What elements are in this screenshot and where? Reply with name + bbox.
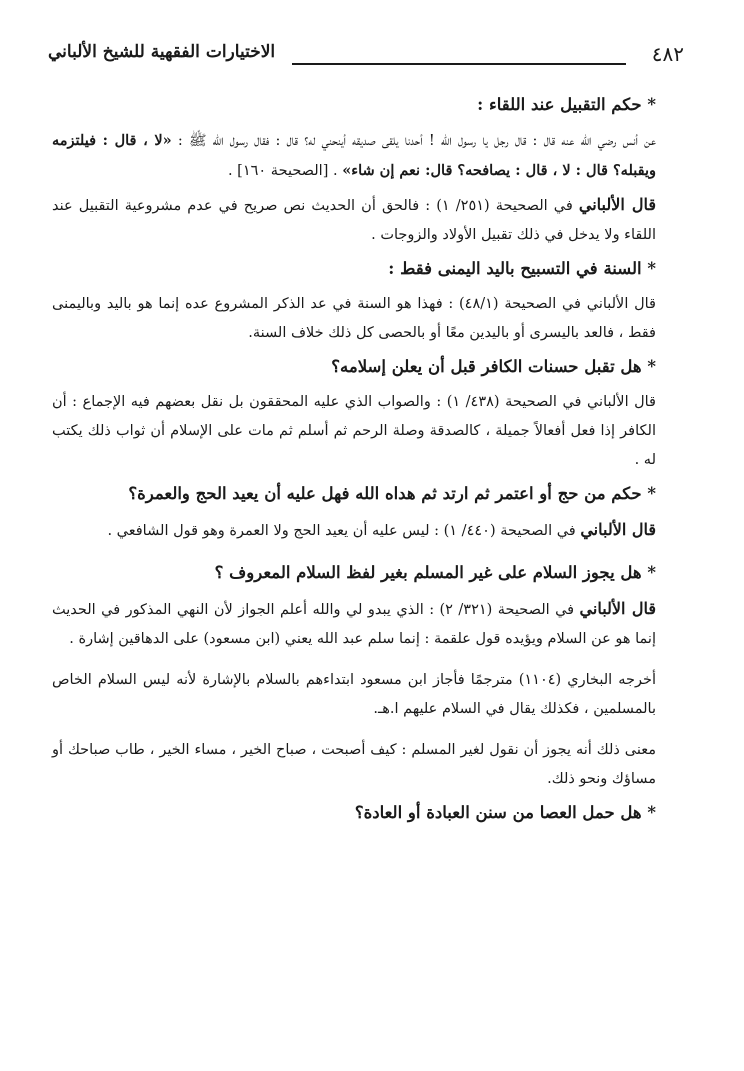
commentary-paragraph: قال الألباني في الصحيحة (٤٣٨/ ١) : والصواب الذي عليه المحققون بل نقل بعضهم فيه الإجماع : أن الكافر إذا فعل أفعالاً جميلة ، كالصدقة وصلة الرحم ثم أسلم ثم مات على الإسلام أن ثواب ذلك يكتب له . [52, 394, 656, 468]
asterisk-icon: * [647, 484, 656, 503]
asterisk-icon: * [647, 803, 656, 822]
commentary-text: في الصحيحة (٤٤٠/ ١) : ليس عليه أن يعيد الحج ولا العمرة وهو قول الشافعي . [107, 523, 581, 539]
asterisk-icon: * [647, 357, 656, 376]
commentary-paragraph [52, 594, 656, 654]
asterisk-icon: * [647, 259, 656, 278]
section-heading [52, 90, 656, 120]
section-heading-text: هل يجوز السلام على غير المسلم بغير لفظ السلام المعروف ؟ [214, 563, 642, 582]
section-heading [52, 352, 656, 382]
running-title: الاختيارات الفقهية للشيخ الألباني [48, 42, 276, 62]
commentary-text: في الصحيحة (٢٥١/ ١) : فالحق أن الحديث نص صريح في عدم مشروعية التقبيل عند اللقاء ولا يدخل في ذلك تقبيل الأولاد والزوجات . [52, 198, 656, 243]
commentary-text: في الصحيحة (٣٢١/ ٢) : الذي يبدو لي والله أعلم الجواز لأن النهي المذكور في الحديث إنما هو عن السلام ويؤيده قول علقمة : إنما سلم عبد الله يعني (ابن مسعود) على الدهاقين إشارة . [52, 602, 656, 647]
section-heading [52, 254, 656, 284]
section-heading-text: هل حمل العصا من سنن العبادة أو العادة؟ [354, 803, 642, 822]
page-content [52, 88, 656, 834]
section-heading-text: حكم من حج أو اعتمر ثم ارتد ثم هداه الله فهل عليه أن يعيد الحج والعمرة؟ [128, 484, 642, 503]
section-heading-text: حكم التقبيل عند اللقاء : [477, 95, 642, 114]
author-lead: قال الألباني [578, 195, 656, 214]
commentary-paragraph: أخرجه البخاري (١١٠٤) مترجمًا فأجاز ابن مسعود ابتداءهم بالسلام بالإشارة لأنه ليس السلام الخاص بالمسلمين ، فكذلك يقال في السلام عليهم ا.هـ. [52, 672, 656, 717]
author-lead: قال الألباني [579, 599, 657, 618]
commentary-paragraph [52, 515, 656, 546]
hadith-text: عن أنس رضي الله عنه قال : قال رجل يا رسول الله ! أحدنا يلقى صديقه أينحني له؟ قال : فقال رسول الله ﷺ : [171, 133, 656, 149]
section-heading [52, 558, 656, 588]
commentary-paragraph: قال الألباني في الصحيحة (٤٨/١) : فهذا هو السنة في عد الذكر المشروع عده إنما هو باليد وباليمنى فقط ، فالعد باليسرى أو باليدين معًا أو بالحصى كل ذلك خلاف السنة. [52, 296, 656, 341]
page-header [48, 38, 684, 78]
section-heading [52, 798, 656, 828]
author-lead: قال الألباني [580, 520, 656, 539]
header-rule [292, 63, 626, 65]
hadith-reference: . [الصحيحة ١٦٠] . [227, 163, 343, 179]
commentary-paragraph [52, 190, 656, 250]
asterisk-icon: * [647, 95, 656, 114]
page-number: ٤٨٢ [651, 42, 684, 66]
asterisk-icon: * [647, 563, 656, 582]
section-heading-text: السنة في التسبيح باليد اليمنى فقط : [388, 259, 642, 278]
section-heading [52, 479, 656, 509]
hadith-quote: «لا ، قال : فيلتزمه ويقبله؟ قال : لا ، قال : يصافحه؟ قال: نعم إن شاء» [52, 132, 656, 179]
section-heading-text: هل تقبل حسنات الكافر قبل أن يعلن إسلامه؟ [331, 357, 642, 376]
hadith-paragraph [52, 126, 656, 186]
commentary-paragraph: معنى ذلك أنه يجوز أن نقول لغير المسلم : كيف أصبحت ، صباح الخير ، مساء الخير ، طاب صباحك أو مساؤك ونحو ذلك. [52, 742, 656, 787]
